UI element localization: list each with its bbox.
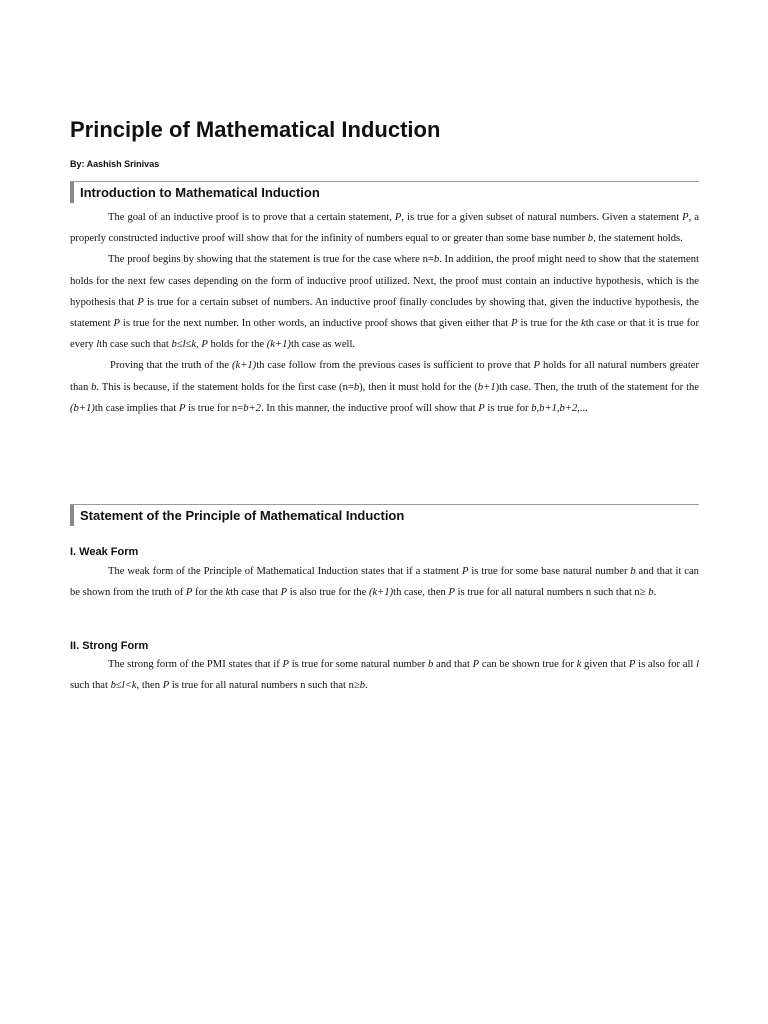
paragraph: Proving that the truth of the (k+1)th case follow from the previous cases is sufficient to prove that P holds for all natural numbers greater than b. This is because, if the statement holds for the first case (n=b), then it must hold for the (b+1)th case. Then, the truth of the statement for the (b+1)th case implies that P is true for n=b+2. In this manner, the inductive proof will show that P is true for b,b+1,b+2,...	[70, 360, 700, 414]
math-variable: P	[682, 212, 689, 223]
math-variable: b	[433, 254, 440, 266]
author-byline: By: Aashish Srinivas	[70, 159, 160, 169]
math-variable: P	[162, 680, 170, 692]
math-variable: P	[511, 318, 518, 330]
math-variable: b	[587, 233, 594, 245]
introduction-body	[70, 207, 699, 419]
math-variable: P	[113, 318, 120, 330]
math-variable: (k+1)	[266, 339, 291, 351]
document-title: Principle of Mathematical Induction	[70, 117, 441, 142]
math-variable: P	[185, 587, 193, 599]
subheading-strong-form: II. Strong Form	[70, 640, 149, 652]
math-variable: b	[648, 587, 654, 599]
paragraph: The goal of an inductive proof is to prove that a certain statement, P, is true for a given subset of natural numbers. Given a statement P, a properly constructed inductive proof will show that for the infinity of numbers equal to or greater than some base number b, the statement holds.	[70, 212, 700, 245]
math-variable: b,b+1,b+2,...	[531, 402, 588, 414]
math-variable: P	[201, 339, 208, 351]
section-marker-bar	[70, 505, 74, 526]
strong-form-body	[70, 654, 699, 696]
math-variable: b+2	[243, 402, 261, 414]
math-variable: P	[280, 587, 288, 599]
subheading-weak-form: I. Weak Form	[70, 546, 139, 558]
math-variable: b≤l<k	[110, 680, 137, 692]
math-variable: P	[282, 659, 289, 670]
math-variable: P	[394, 212, 402, 223]
math-variable: P	[448, 587, 455, 599]
math-variable: k	[581, 318, 586, 330]
math-variable: b+1	[477, 381, 496, 393]
math-variable: l	[696, 659, 700, 670]
section-heading-statement: Statement of the Principle of Mathematical Induction	[80, 508, 405, 523]
math-variable: (k+1)	[368, 587, 394, 599]
math-variable: k	[576, 659, 582, 670]
paragraph: The strong form of the PMI states that if P is true for some natural number b and that P can be shown true for k given that P is also for all l such that b≤l<k, then P is true for all natural numbers n such that n≥b.	[70, 659, 700, 692]
math-variable: P	[137, 296, 144, 308]
math-variable: b	[353, 381, 360, 393]
math-variable: P	[628, 659, 636, 670]
section-header-statement	[70, 504, 699, 529]
math-variable: l	[96, 339, 100, 351]
math-variable: P	[178, 402, 186, 414]
math-variable: (k+1)	[231, 360, 257, 372]
paragraph: The proof begins by showing that the statement is true for the case where n=b. In addition, the proof might need to show that the statement holds for the next few cases depending on the form of inductive proof utilized. Next, the proof must contain an inductive hypothesis, which is the hypothesis that P is true for a certain subset of numbers. An inductive proof finally concludes by showing that, given the inductive hypothesis, the statement P is true for the next number. In other words, an inductive proof shows that given either that P is true for the kth case or that it is true for every lth case such that b≤l≤k, P holds for the (k+1)th case as well.	[70, 254, 699, 351]
math-variable: P	[478, 402, 485, 414]
section-header-introduction	[70, 181, 699, 206]
math-variable: b	[428, 659, 434, 670]
math-variable: P	[533, 360, 540, 372]
weak-form-body	[70, 561, 699, 603]
math-variable: b	[91, 381, 97, 393]
section-heading-introduction: Introduction to Mathematical Induction	[80, 185, 320, 200]
math-variable: b≤l≤k	[171, 339, 197, 351]
math-variable: b	[359, 680, 366, 692]
math-variable: P	[461, 566, 469, 577]
math-variable: (b+1)	[70, 402, 95, 414]
math-variable: k	[225, 587, 231, 599]
math-variable: P	[472, 659, 480, 670]
section-marker-bar	[70, 182, 74, 203]
paragraph: The weak form of the Principle of Mathematical Induction states that if a statment P is true for some base natural number b and that it can be shown from the truth of P for the kth case that P is also true for the (k+1)th case, then P is true for all natural numbers n such that n≥ b.	[70, 566, 699, 599]
math-variable: b	[630, 566, 636, 577]
